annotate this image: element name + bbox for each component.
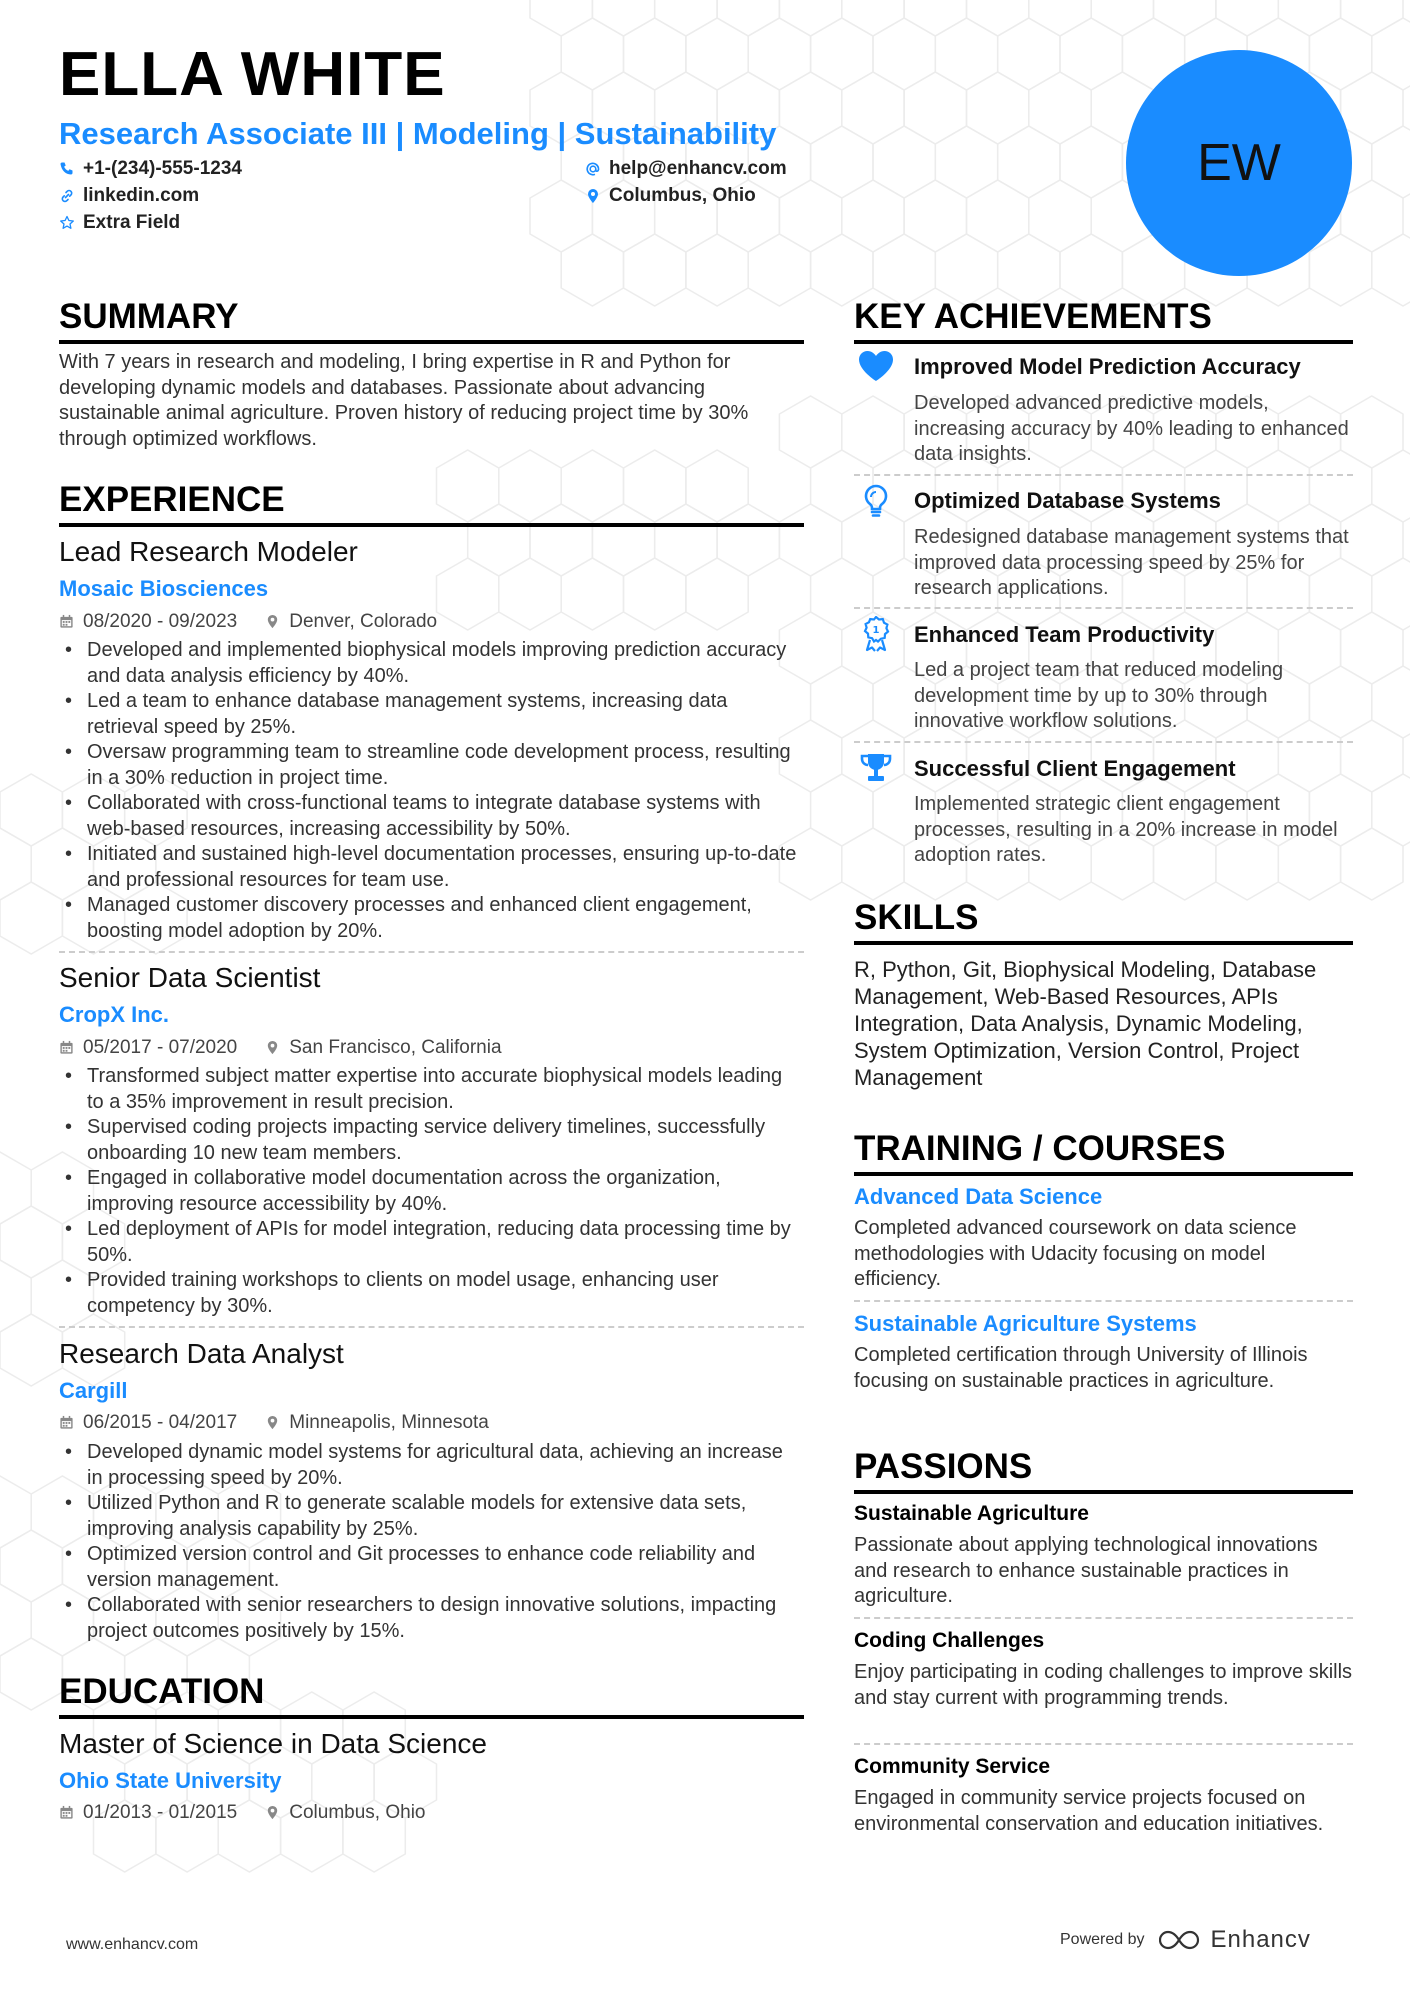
list-item: • Led a team to enhance database management systems, increasing data retrieval speed by 25%. [59,689,804,740]
achievement-desc: Redesigned database management systems that improved data processing speed by 25% for research applications. [914,526,1349,599]
education-heading: EDUCATION [59,1674,804,1719]
passion-desc: Passionate about applying technological innovations and research to enhance sustainable practices in agriculture. [854,1534,1318,1607]
extra-field-text: Extra Field [83,212,181,233]
experience-heading: EXPERIENCE [59,482,804,527]
education-dates: 01/2013 - 01/2015 [83,1802,238,1823]
contact-phone[interactable] [59,159,242,178]
job-location: Denver, Colorado [289,611,438,632]
brand-name: Enhancv [1210,1926,1311,1953]
achievements-heading: KEY ACHIEVEMENTS [854,299,1353,344]
enhancv-logo-icon [1159,1929,1203,1951]
achievement-title: Successful Client Engagement [914,756,1236,781]
phone-text: +1-(234)-555-1234 [83,158,242,179]
job-location: Minneapolis, Minnesota [289,1412,489,1433]
achievement-title: Optimized Database Systems [914,488,1221,513]
job-meta [59,1413,489,1432]
list-item: • Developed dynamic model systems for agricultural data, achieving an increase in processing speed by 20%. [59,1440,804,1491]
contact-location [585,186,756,205]
at-icon [585,161,601,177]
achievement-desc: Developed advanced predictive models, increasing accuracy by 40% leading to enhanced data insights. [914,392,1349,465]
education-meta [59,1803,425,1822]
company-name: Mosaic Biosciences [59,576,269,601]
location-text: Columbus, Ohio [609,185,756,206]
skills-text: R, Python, Git, Biophysical Modeling, Database Management, Web-Based Resources, APIs Integration, Data Analysis, Dynamic Modeling, System Optimization, Version Control, Project Management [854,957,1317,1090]
list-item: • Oversaw programming team to streamline code development process, resulting in a 30% reduction in project time. [59,740,804,791]
list-item: • Developed and implemented biophysical models improving prediction accuracy and data analysis efficiency by 40%. [59,638,804,689]
job-title: Research Data Analyst [59,1338,344,1369]
calendar-icon [59,1805,74,1820]
passion-title: Coding Challenges [854,1629,1045,1652]
list-item: • Collaborated with senior researchers to design innovative solutions, impacting project outcomes positively by 15%. [59,1593,804,1644]
calendar-icon [59,1415,74,1430]
list-item: • Managed customer discovery processes and enhanced client engagement, boosting model adoption by 20%. [59,893,804,944]
education-location: Columbus, Ohio [289,1802,426,1823]
passion-desc: Enjoy participating in coding challenges to improve skills and stay current with programming trends. [854,1661,1353,1709]
course-title: Sustainable Agriculture Systems [854,1311,1197,1336]
list-item: • Engaged in collaborative model documentation across the organization, improving resource accessibility by 40%. [59,1166,804,1217]
divider [854,474,1353,476]
passions-heading: PASSIONS [854,1449,1353,1494]
job-dates: 05/2017 - 07/2020 [83,1037,238,1058]
contact-extra-field [59,213,180,232]
link-icon [59,188,75,204]
calendar-icon [59,1040,74,1055]
map-pin-icon [265,1040,280,1055]
phone-icon [59,161,75,177]
linkedin-text: linkedin.com [83,185,200,206]
achievement-desc: Led a project team that reduced modeling development time by up to 30% through innovative workflow solutions. [914,659,1284,732]
skills-heading: SKILLS [854,900,1353,945]
divider [854,741,1353,743]
footer-website-link[interactable]: www.enhancv.com [66,1936,199,1953]
trophy-icon [858,750,894,786]
achievement-title: Enhanced Team Productivity [914,622,1215,647]
divider [854,1743,1353,1745]
job-title: Senior Data Scientist [59,962,321,993]
map-pin-icon [585,188,601,204]
map-pin-icon [265,614,280,629]
job-meta [59,1038,502,1057]
heart-icon [858,348,894,384]
company-name: Cargill [59,1378,128,1403]
divider [59,1326,804,1328]
initials-text: EW [1197,134,1281,192]
summary-text: With 7 years in research and modeling, I bring expertise in R and Python for developing dynamic models and databases. Passionate about advancing sustainable animal agriculture. Proven history of reducing project time by 30% through optimized workflows. [59,351,749,450]
candidate-name: ELLA WHITE [59,40,446,109]
list-item: • Provided training workshops to clients on model usage, enhancing user competency by 30%. [59,1268,804,1319]
job-meta [59,612,437,631]
job-bullets [59,1440,804,1644]
divider [59,951,804,953]
list-item: • Initiated and sustained high-level documentation processes, ensuring up-to-date and professional resources for team use. [59,842,804,893]
course-desc: Completed advanced coursework on data science methodologies with Udacity focusing on model efficiency. [854,1217,1297,1290]
passion-desc: Engaged in community service projects focused on environmental conservation and education initiatives. [854,1787,1324,1835]
contact-email[interactable] [585,159,787,178]
job-dates: 06/2015 - 04/2017 [83,1412,238,1433]
svg-text:1: 1 [872,625,880,636]
degree-title: Master of Science in Data Science [59,1728,487,1759]
passion-title: Sustainable Agriculture [854,1502,1089,1525]
list-item: • Transformed subject matter expertise into accurate biophysical models leading to a 35% improvement in result precision. [59,1064,804,1115]
divider [854,607,1353,609]
achievement-desc: Implemented strategic client engagement processes, resulting in a 20% increase in model adoption rates. [914,793,1338,866]
company-name: CropX Inc. [59,1002,170,1027]
footer-powered-by [1060,1926,1311,1954]
job-bullets [59,1064,804,1319]
divider [854,1617,1353,1619]
avatar-initials [1126,50,1352,276]
map-pin-icon [265,1805,280,1820]
job-bullets [59,638,804,944]
star-icon [59,215,75,231]
calendar-icon [59,614,74,629]
list-item: • Collaborated with cross-functional teams to integrate database systems with web-based resources, increasing accessibility by 50%. [59,791,804,842]
list-item: • Optimized version control and Git processes to enhance code reliability and version management. [59,1542,804,1593]
course-desc: Completed certification through University of Illinois focusing on sustainable practices in agriculture. [854,1344,1308,1392]
email-text: help@enhancv.com [609,158,787,179]
job-dates: 08/2020 - 09/2023 [83,611,238,632]
course-title: Advanced Data Science [854,1184,1103,1209]
job-title: Lead Research Modeler [59,536,358,567]
list-item: • Led deployment of APIs for model integration, reducing data processing time by 50%. [59,1217,804,1268]
list-item: • Utilized Python and R to generate scalable models for extensive data sets, improving analysis capability by 25%. [59,1491,804,1542]
map-pin-icon [265,1415,280,1430]
passion-title: Community Service [854,1755,1051,1778]
lightbulb-icon [858,483,894,519]
list-item: • Supervised coding projects impacting service delivery timelines, successfully onboarding 10 new team members. [59,1115,804,1166]
achievement-title: Improved Model Prediction Accuracy [914,354,1301,379]
candidate-headline: Research Associate III | Modeling | Sustainability [59,116,777,151]
enhancv-logo[interactable] [1159,1926,1311,1954]
job-location: San Francisco, California [289,1037,502,1058]
divider [854,1300,1353,1302]
summary-heading: SUMMARY [59,299,804,344]
training-heading: TRAINING / COURSES [854,1131,1353,1176]
award-badge-icon [858,616,894,652]
contact-linkedin[interactable] [59,186,199,205]
powered-by-label: Powered by [1060,1931,1145,1948]
school-name: Ohio State University [59,1768,282,1793]
